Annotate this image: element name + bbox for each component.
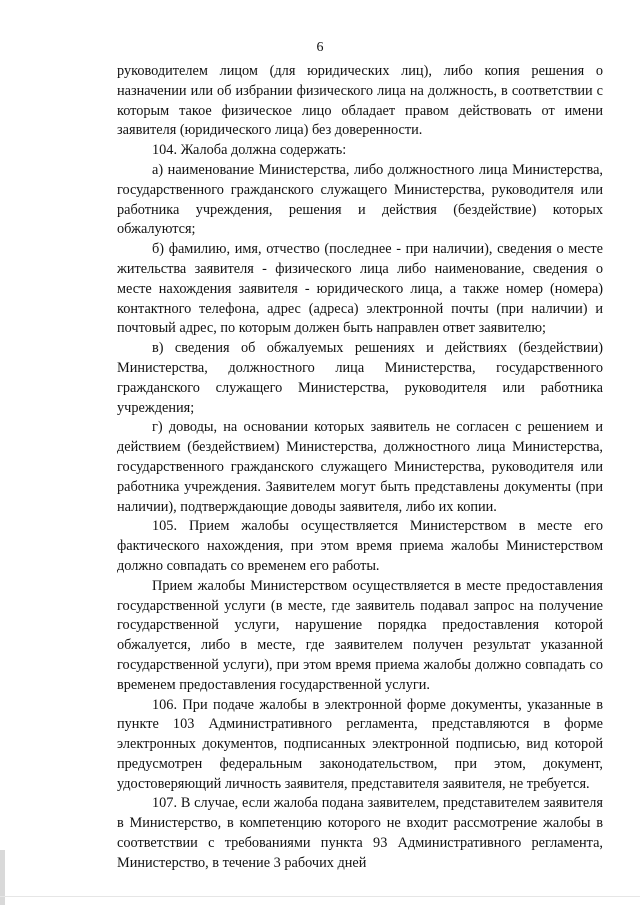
page-number: 6 — [316, 40, 324, 55]
document-body — [117, 62, 603, 874]
paragraph: а) наименование Министерства, либо должностного лица Министерства, государственного гражданского служащего Министерства, руководителя или работника учреждения, решения и действия (бездействие) которых обжалуются; — [117, 161, 603, 238]
paragraph: в) сведения об обжалуемых решениях и действиях (бездействии) Министерства, должностного лица Министерства, государственного гражданского служащего Министерства, руководителя или работника учреждения; — [117, 340, 603, 416]
scan-bottom-line — [0, 896, 640, 897]
paragraph: 107. В случае, если жалоба подана заявителем, представителем заявителя в Министерство, в компетенцию которого не входит рассмотрение жалобы в соответствии с требованиями пункта 93 Административного регламента, Министерство, в течение 3 рабочих дней — [117, 795, 603, 871]
paragraph: 104. Жалоба должна содержать: — [152, 142, 347, 159]
paragraph: 106. При подаче жалобы в электронной форме документы, указанные в пункте 103 Административного регламента, представляются в форме электронных документов, подписанных электронной подписью, вид которой предусмотрен федеральным законодательством, при этом, документ, удостоверяющий личность заявителя, представителя заявителя, не требуется. — [117, 696, 603, 792]
paragraph: б) фамилию, имя, отчество (последнее - при наличии), сведения о месте жительства заявителя - физического лица либо наименование, сведения о месте нахождения заявителя - юридического лица, а также номер (номера) контактного телефона, адрес (адреса) электронной почты (при наличии) и почтовый адрес, по которым должен быть направлен ответ заявителю; — [117, 241, 603, 337]
paragraph: г) доводы, на основании которых заявитель не согласен с решением и действием (бездействием) Министерства, должностного лица Министерства, государственного гражданского служащего Министерства, руководителя или работника учреждения. Заявителем могут быть представлены документы (при наличии), подтверждающие доводы заявителя, либо их копии. — [117, 419, 603, 515]
paragraph: Прием жалобы Министерством осуществляется в месте предоставления государственной услуги (в месте, где заявитель подавал запрос на получение государственной услуги, нарушение порядка предоставления которой обжалуется, либо в месте, где заявителем получен результат указанной государственной услуги), при этом время приема жалобы должно совпадать со временем предоставления государственной услуги. — [117, 577, 603, 693]
paragraph: 105. Прием жалобы осуществляется Министерством в месте его фактического нахождения, при этом время приема жалобы Министерством должно совпадать со временем его работы. — [117, 518, 603, 574]
paragraph: руководителем лицом (для юридических лиц), либо копия решения о назначении или об избрании физического лица на должность, в соответствии с которым такое физическое лицо обладает правом действовать от имени заявителя (юридического лица) без доверенности. — [117, 63, 603, 139]
